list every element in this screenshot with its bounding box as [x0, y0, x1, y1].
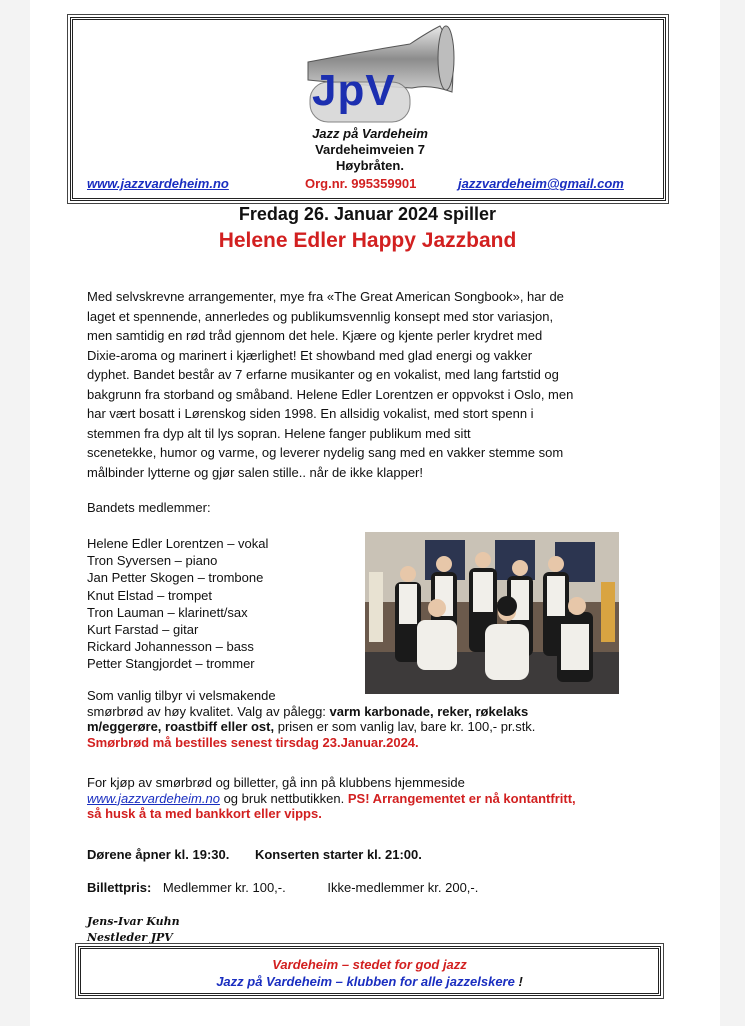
signature	[87, 914, 180, 946]
footer-club-line	[81, 974, 658, 989]
org-number: Org.nr. 995359901	[305, 176, 417, 191]
member-item: Petter Stangjordet – trommer	[87, 656, 255, 672]
footer-box	[78, 946, 661, 996]
event-date-heading: Fredag 26. Januar 2024 spiller	[238, 204, 497, 224]
description-line: Dixie-aroma og marinert i kjærlighet! Et showband med glad energi og vakker	[87, 347, 533, 363]
description-line: scenetekke, humor og varme, og leverer nydelig sang med en vakker stemme som	[87, 445, 564, 460]
description-paragraph	[87, 287, 647, 482]
member-item: Tron Lauman – klarinett/sax	[87, 604, 248, 620]
price-line	[87, 880, 478, 895]
club-address: Vardeheimveien 7	[315, 142, 425, 157]
members-heading: Bandets medlemmer:	[87, 500, 211, 515]
footer-exclaim: !	[518, 974, 523, 989]
food-order-deadline: Smørbrød må bestilles senest tirsdag 23.Januar.2024.	[87, 734, 419, 750]
food-line-3	[87, 719, 667, 735]
logo-text: JpV	[312, 66, 396, 115]
description-line: har vært bosatt i Lørenskog siden 1998. En allsidig vokalist, med stort spenn i	[87, 406, 534, 421]
footer-club-text: Jazz på Vardeheim – klubben for alle jazzelskere	[216, 974, 519, 989]
description-line: dyphet. Bandet består av 7 erfarne musikanter og en vokalist, med lang fartstid og	[87, 367, 559, 382]
club-website-link[interactable]: www.jazzvardeheim.no	[87, 790, 220, 806]
purchase-section	[87, 775, 576, 822]
club-name: Jazz på Vardeheim	[312, 126, 428, 141]
concert-start-time: Konserten starter kl. 21:00.	[254, 847, 422, 862]
description-line: laget et spennende, annerledes og publikumsvennlig konsept med stor variasjon,	[87, 308, 554, 324]
description-line: Med selvskrevne arrangementer, mye fra «The Great American Songbook», har de	[87, 289, 564, 304]
member-item: Kurt Farstad – gitar	[87, 622, 199, 638]
band-photo	[365, 532, 619, 694]
times-line	[87, 847, 444, 862]
member-item: Tron Syversen – piano	[87, 553, 218, 569]
description-line: men samtidig en rød tråd gjennom det hele. Kjære og kjente perler krydret med	[87, 328, 543, 343]
purchase-shop-text: og bruk nettbutikken.	[219, 790, 348, 806]
description-line: stemmen fra dyp alt til lys sopran. Helene fanger publikum med sitt	[87, 425, 471, 441]
email-link[interactable]: jazzvardeheim@gmail.com	[458, 176, 624, 191]
signature-role: Nestleder JPV	[87, 931, 173, 944]
member-item: Knut Elstad – trompet	[87, 587, 213, 603]
price-members: Medlemmer kr. 100,-.	[162, 880, 286, 895]
purchase-line-1: For kjøp av smørbrød og billetter, gå inn på klubbens hjemmeside	[87, 775, 465, 790]
band-name-heading: Helene Edler Happy Jazzband	[218, 229, 517, 252]
food-line-1: Som vanlig tilbyr vi velsmakende	[87, 688, 276, 703]
food-line-2	[87, 704, 667, 720]
cashless-notice-2: så husk å ta med bankkort eller vipps.	[87, 806, 322, 821]
food-price-text: prisen er som vanlig lav, bare kr. 100,- pr.stk.	[274, 719, 536, 734]
price-label: Billettpris:	[87, 880, 152, 895]
description-line: målbinder lytterne og gjør salen stille.. når de ikke klapper!	[87, 464, 423, 480]
food-section	[87, 688, 667, 750]
price-non-members: Ikke-medlemmer kr. 200,-.	[327, 880, 479, 895]
food-line-2-text: smørbrød av høy kvalitet. Valg av pålegg:	[87, 703, 330, 719]
members-list	[87, 535, 268, 673]
description-line: bakgrunn fra storband og småband. Helene Edler Lorentzen er oppvokst i Oslo, men	[87, 386, 574, 402]
doors-open-time: Dørene åpner kl. 19:30.	[87, 847, 230, 862]
food-toppings-bold: varm karbonade, reker, røkelaks	[329, 703, 529, 719]
member-item: Jan Petter Skogen – trombone	[87, 570, 264, 586]
signature-name: Jens-Ivar Kuhn	[87, 915, 180, 928]
purchase-line-2	[87, 791, 576, 807]
food-toppings-bold-2: m/eggerøre, roastbiff eller ost,	[87, 719, 275, 734]
member-item: Helene Edler Lorentzen – vokal	[87, 536, 269, 551]
footer-slogan: Vardeheim – stedet for god jazz	[272, 957, 467, 972]
club-city: Høybråten.	[336, 158, 404, 173]
cashless-notice: PS! Arrangementet er nå kontantfritt,	[347, 790, 576, 806]
member-item: Rickard Johannesson – bass	[87, 639, 254, 655]
website-link[interactable]: www.jazzvardeheim.no	[87, 176, 229, 191]
